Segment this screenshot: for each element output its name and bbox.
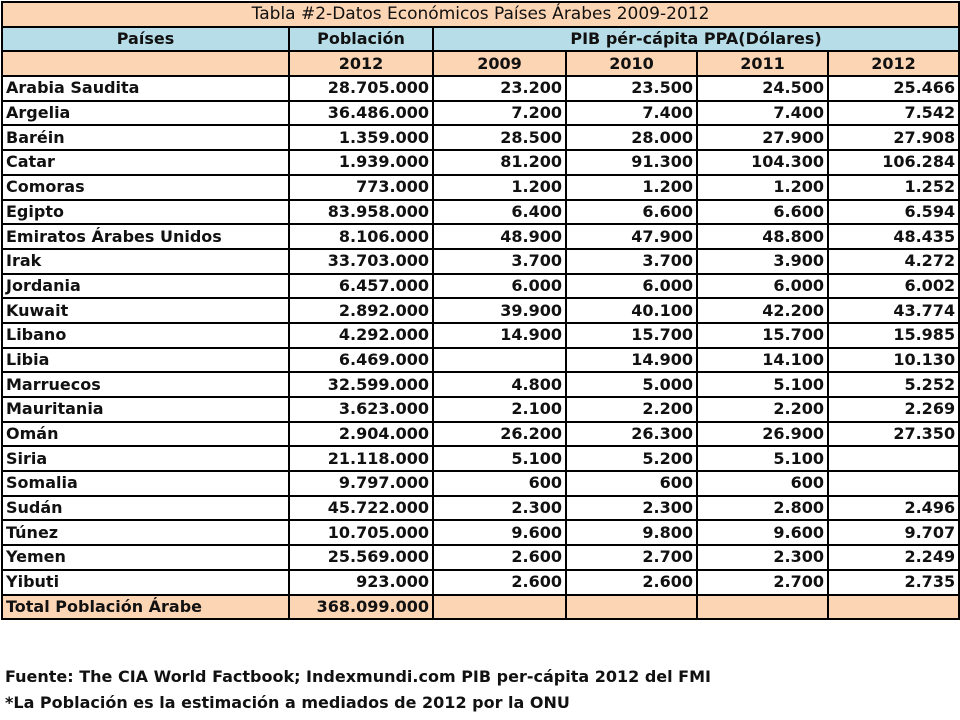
- population-value: 6.469.000: [289, 348, 433, 373]
- gdp-2012-value: 4.272: [828, 249, 959, 274]
- gdp-2010-value: 2.700: [566, 545, 697, 570]
- gdp-2009-value: 9.600: [433, 520, 566, 545]
- gdp-2009-value: 81.200: [433, 150, 566, 175]
- population-value: 28.705.000: [289, 76, 433, 101]
- header-population: Población: [289, 27, 433, 52]
- population-value: 1.939.000: [289, 150, 433, 175]
- table-row: [2, 175, 959, 200]
- country-name: Baréin: [2, 125, 289, 150]
- total-population: 368.099.000: [289, 595, 433, 620]
- total-label: Total Población Árabe: [2, 595, 289, 620]
- year-2012: 2012: [828, 51, 959, 76]
- header-country: Países: [2, 27, 289, 52]
- country-name: Sudán: [2, 496, 289, 521]
- gdp-2011-value: 24.500: [697, 76, 828, 101]
- population-value: 1.359.000: [289, 125, 433, 150]
- gdp-2011-value: 3.900: [697, 249, 828, 274]
- table-row: [2, 422, 959, 447]
- gdp-2012-value: 48.435: [828, 224, 959, 249]
- gdp-2012-value: 1.252: [828, 175, 959, 200]
- gdp-2012-value: [828, 446, 959, 471]
- country-name: Irak: [2, 249, 289, 274]
- table-row: [2, 76, 959, 101]
- gdp-2009-value: 14.900: [433, 323, 566, 348]
- gdp-2011-value: 15.700: [697, 323, 828, 348]
- gdp-2011-value: 2.700: [697, 570, 828, 595]
- gdp-2009-value: 1.200: [433, 175, 566, 200]
- gdp-2009-value: 7.200: [433, 101, 566, 126]
- gdp-2010-value: 6.000: [566, 274, 697, 299]
- gdp-2012-value: 27.350: [828, 422, 959, 447]
- gdp-2010-value: 9.800: [566, 520, 697, 545]
- gdp-2010-value: 600: [566, 471, 697, 496]
- country-name: Jordania: [2, 274, 289, 299]
- population-value: 4.292.000: [289, 323, 433, 348]
- population-value: 25.569.000: [289, 545, 433, 570]
- gdp-2009-value: 48.900: [433, 224, 566, 249]
- gdp-2012-value: 2.496: [828, 496, 959, 521]
- gdp-2012-value: 106.284: [828, 150, 959, 175]
- table-row: [2, 545, 959, 570]
- table-title: Tabla #2-Datos Económicos Países Árabes 2009-2012: [2, 2, 959, 27]
- gdp-2010-value: 23.500: [566, 76, 697, 101]
- country-name: Yibuti: [2, 570, 289, 595]
- gdp-2009-value: 5.100: [433, 446, 566, 471]
- total-empty: [566, 595, 697, 620]
- gdp-2011-value: 48.800: [697, 224, 828, 249]
- gdp-2010-value: 28.000: [566, 125, 697, 150]
- gdp-2009-value: 23.200: [433, 76, 566, 101]
- gdp-2011-value: 5.100: [697, 446, 828, 471]
- population-value: 10.705.000: [289, 520, 433, 545]
- gdp-2012-value: 27.908: [828, 125, 959, 150]
- gdp-2012-value: 25.466: [828, 76, 959, 101]
- population-value: 36.486.000: [289, 101, 433, 126]
- year-2009: 2009: [433, 51, 566, 76]
- source-note: Fuente: The CIA World Factbook; Indexmundi.com PIB per-cápita 2012 del FMI: [5, 667, 711, 686]
- country-name: Emiratos Árabes Unidos: [2, 224, 289, 249]
- gdp-2012-value: 43.774: [828, 298, 959, 323]
- table-row: [2, 520, 959, 545]
- gdp-2012-value: 6.002: [828, 274, 959, 299]
- country-name: Arabia Saudita: [2, 76, 289, 101]
- table-row: [2, 471, 959, 496]
- table-row: [2, 298, 959, 323]
- population-value: 9.797.000: [289, 471, 433, 496]
- table-row: [2, 397, 959, 422]
- gdp-2010-value: 7.400: [566, 101, 697, 126]
- gdp-2010-value: 2.200: [566, 397, 697, 422]
- year-population: 2012: [289, 51, 433, 76]
- population-value: 923.000: [289, 570, 433, 595]
- gdp-2011-value: 600: [697, 471, 828, 496]
- country-name: Marruecos: [2, 372, 289, 397]
- country-name: Comoras: [2, 175, 289, 200]
- table-row: [2, 496, 959, 521]
- gdp-2012-value: 6.594: [828, 200, 959, 225]
- gdp-2010-value: 6.600: [566, 200, 697, 225]
- gdp-2011-value: 5.100: [697, 372, 828, 397]
- country-name: Yemen: [2, 545, 289, 570]
- gdp-2011-value: 2.800: [697, 496, 828, 521]
- gdp-2012-value: 15.985: [828, 323, 959, 348]
- gdp-2011-value: 42.200: [697, 298, 828, 323]
- country-name: Túnez: [2, 520, 289, 545]
- population-value: 45.722.000: [289, 496, 433, 521]
- gdp-2010-value: 2.300: [566, 496, 697, 521]
- gdp-2009-value: 3.700: [433, 249, 566, 274]
- table-row: [2, 101, 959, 126]
- gdp-2010-value: 2.600: [566, 570, 697, 595]
- country-name: Catar: [2, 150, 289, 175]
- gdp-2011-value: 1.200: [697, 175, 828, 200]
- gdp-2009-value: 2.300: [433, 496, 566, 521]
- table-row: [2, 224, 959, 249]
- population-value: 6.457.000: [289, 274, 433, 299]
- population-value: 8.106.000: [289, 224, 433, 249]
- gdp-2011-value: 6.000: [697, 274, 828, 299]
- gdp-2011-value: 6.600: [697, 200, 828, 225]
- population-value: 3.623.000: [289, 397, 433, 422]
- population-value: 2.892.000: [289, 298, 433, 323]
- gdp-2010-value: 40.100: [566, 298, 697, 323]
- table-row: [2, 125, 959, 150]
- country-name: Egipto: [2, 200, 289, 225]
- country-name: Libano: [2, 323, 289, 348]
- population-value: 21.118.000: [289, 446, 433, 471]
- table-row: [2, 274, 959, 299]
- gdp-2009-value: 28.500: [433, 125, 566, 150]
- gdp-2009-value: 26.200: [433, 422, 566, 447]
- total-empty: [697, 595, 828, 620]
- country-name: Omán: [2, 422, 289, 447]
- gdp-2009-value: 600: [433, 471, 566, 496]
- gdp-2012-value: 2.249: [828, 545, 959, 570]
- gdp-2011-value: 104.300: [697, 150, 828, 175]
- table-row: [2, 150, 959, 175]
- gdp-2009-value: 6.000: [433, 274, 566, 299]
- gdp-2012-value: 2.735: [828, 570, 959, 595]
- gdp-2009-value: 2.100: [433, 397, 566, 422]
- gdp-2010-value: 5.200: [566, 446, 697, 471]
- economic-data-table: [1, 1, 960, 620]
- gdp-2012-value: 9.707: [828, 520, 959, 545]
- gdp-2011-value: 2.200: [697, 397, 828, 422]
- footnote: *La Población es la estimación a mediados de 2012 por la ONU: [5, 693, 570, 712]
- gdp-2010-value: 5.000: [566, 372, 697, 397]
- population-value: 33.703.000: [289, 249, 433, 274]
- table-row: [2, 372, 959, 397]
- country-name: Argelia: [2, 101, 289, 126]
- table-row: [2, 200, 959, 225]
- table-row: [2, 446, 959, 471]
- total-empty: [828, 595, 959, 620]
- population-value: 32.599.000: [289, 372, 433, 397]
- country-name: Siria: [2, 446, 289, 471]
- year-2010: 2010: [566, 51, 697, 76]
- gdp-2009-value: 2.600: [433, 545, 566, 570]
- gdp-2009-value: 2.600: [433, 570, 566, 595]
- gdp-2010-value: 3.700: [566, 249, 697, 274]
- gdp-2012-value: [828, 471, 959, 496]
- gdp-2011-value: 9.600: [697, 520, 828, 545]
- gdp-2009-value: 4.800: [433, 372, 566, 397]
- gdp-2012-value: 2.269: [828, 397, 959, 422]
- gdp-2011-value: 14.100: [697, 348, 828, 373]
- gdp-2012-value: 10.130: [828, 348, 959, 373]
- gdp-2010-value: 47.900: [566, 224, 697, 249]
- country-name: Libia: [2, 348, 289, 373]
- total-empty: [433, 595, 566, 620]
- gdp-2010-value: 14.900: [566, 348, 697, 373]
- header-gdp: PIB pér-cápita PPA(Dólares): [433, 27, 959, 52]
- gdp-2011-value: 26.900: [697, 422, 828, 447]
- gdp-2010-value: 1.200: [566, 175, 697, 200]
- population-value: 2.904.000: [289, 422, 433, 447]
- gdp-2010-value: 15.700: [566, 323, 697, 348]
- year-2011: 2011: [697, 51, 828, 76]
- table-row: [2, 348, 959, 373]
- country-name: Kuwait: [2, 298, 289, 323]
- gdp-2009-value: 39.900: [433, 298, 566, 323]
- table-row: [2, 570, 959, 595]
- gdp-2011-value: 27.900: [697, 125, 828, 150]
- country-name: Somalia: [2, 471, 289, 496]
- gdp-2010-value: 26.300: [566, 422, 697, 447]
- gdp-2009-value: 6.400: [433, 200, 566, 225]
- gdp-2011-value: 2.300: [697, 545, 828, 570]
- table-row: [2, 249, 959, 274]
- table-row: [2, 323, 959, 348]
- gdp-2010-value: 91.300: [566, 150, 697, 175]
- gdp-2011-value: 7.400: [697, 101, 828, 126]
- population-value: 83.958.000: [289, 200, 433, 225]
- gdp-2012-value: 7.542: [828, 101, 959, 126]
- year-blank: [2, 51, 289, 76]
- gdp-2009-value: [433, 348, 566, 373]
- population-value: 773.000: [289, 175, 433, 200]
- country-name: Mauritania: [2, 397, 289, 422]
- gdp-2012-value: 5.252: [828, 372, 959, 397]
